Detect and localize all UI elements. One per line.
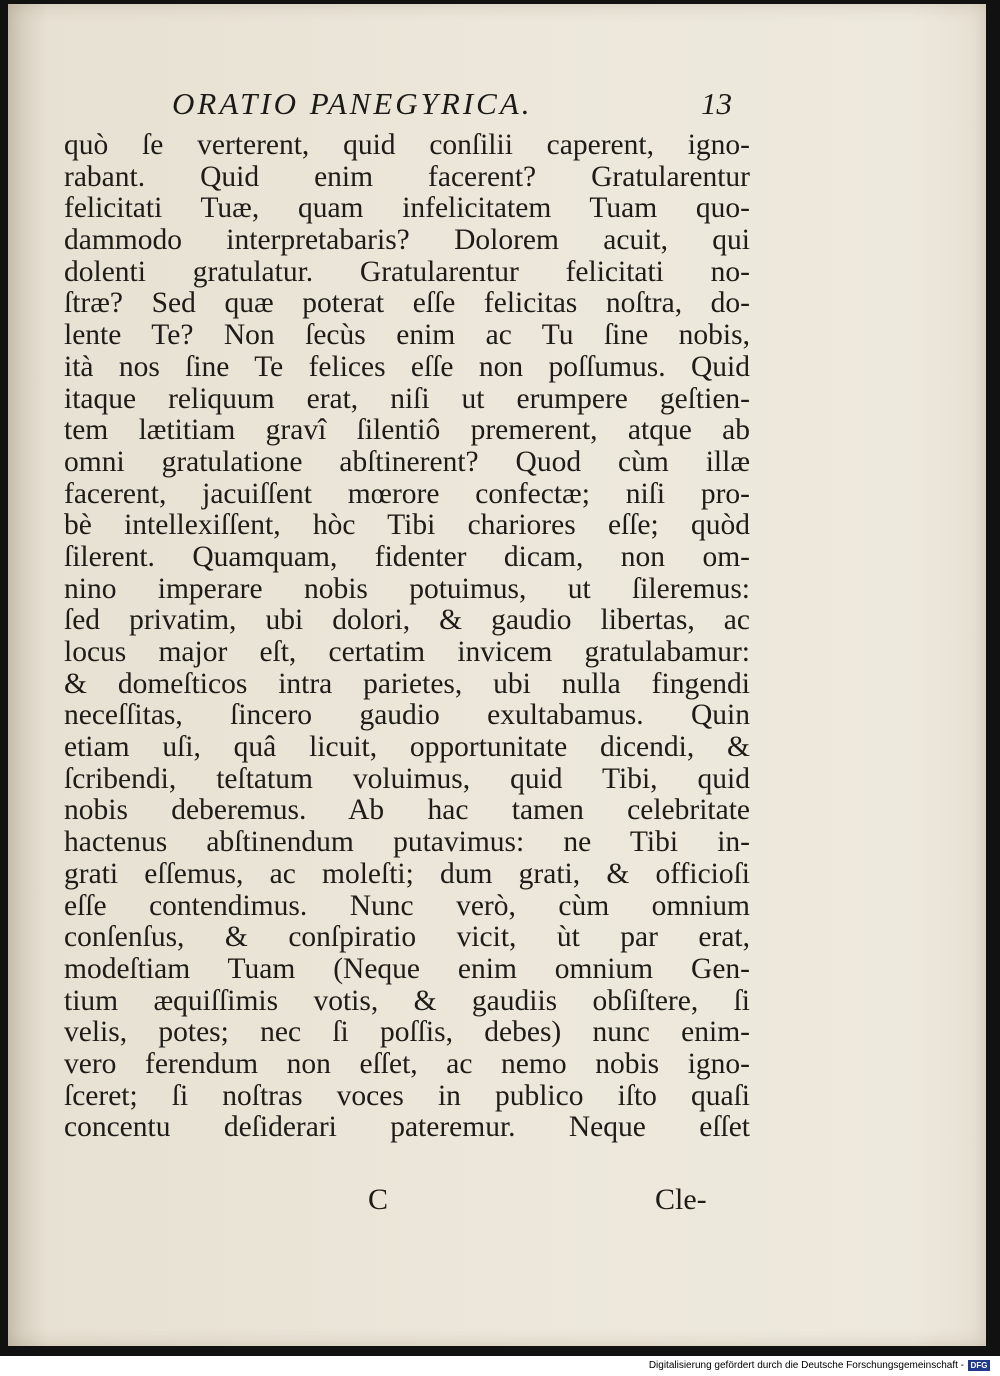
text-line: neceſſitas, ſincero gaudio exultabamus. Quin <box>64 699 750 732</box>
text-line: bè intellexiſſent, hòc Tibi chariores eſſe; quòd <box>64 509 750 542</box>
text-line: ſed privatim, ubi dolori, & gaudio libertas, ac <box>64 604 750 637</box>
text-line: vero ferendum non eſſet, ac nemo nobis igno- <box>64 1047 750 1080</box>
text-line: nobis deberemus. Ab hac tamen celebritate <box>64 794 750 827</box>
text-line: ſcribendi, teſtatum voluimus, quid Tibi, quid <box>64 762 750 795</box>
text-line: conſenſus, & conſpiratio vicit, ùt par erat, <box>64 921 750 954</box>
text-line: & domeſticos intra parietes, ubi nulla fingendi <box>64 667 750 700</box>
text-line: rabant. Quid enim facerent? Gratularentur <box>64 160 750 193</box>
text-line: concentu deſiderari pateremur. Neque eſſet <box>64 1111 750 1144</box>
text-line: etiam uſi, quâ licuit, opportunitate dicendi, & <box>64 731 750 764</box>
text-line: velis, potes; nec ſi poſſis, debes) nunc enim- <box>64 1016 750 1049</box>
text-line: ità nos ſine Te felices eſſe non poſſumus. Quid <box>64 350 750 383</box>
text-line: dammodo interpretabaris? Dolorem acuit, qui <box>64 224 750 257</box>
text-line: ſceret; ſi noſtras voces in publico iſto quaſi <box>64 1079 750 1112</box>
running-header <box>172 86 732 126</box>
text-line: quò ſe verterent, quid conſilii caperent, igno- <box>64 129 750 161</box>
text-line: itaque reliquum erat, niſi ut erumpere geſtien- <box>64 382 750 415</box>
text-line: tem lætitiam gravî ſilentiô premerent, atque ab <box>64 414 750 447</box>
text-line: hactenus abſtinendum putavimus: ne Tibi in- <box>64 826 750 859</box>
page-number: 13 <box>701 86 732 121</box>
text-line: facerent, jacuiſſent mœrore confectæ; niſi pro- <box>64 477 750 510</box>
text-line: ſtræ? Sed quæ poterat eſſe felicitas noſtra, do- <box>64 287 750 320</box>
text-line: locus major eſt, certatim invicem gratulabamur: <box>64 636 750 668</box>
body-text <box>64 130 750 1144</box>
text-line: grati eſſemus, ac moleſti; dum grati, & officioſi <box>64 857 750 890</box>
text-line: dolenti gratulatur. Gratularentur felicitati no- <box>64 255 750 288</box>
funding-credit: Digitalisierung gefördert durch die Deutsche Forschungsgemeinschaft - <box>648 1360 964 1371</box>
text-line: felicitati Tuæ, quam infelicitatem Tuam quo- <box>64 192 750 225</box>
text-line: eſſe contendimus. Nunc verò, cùm omnium <box>64 889 750 922</box>
running-title: ORATIO PANEGYRICA. <box>172 86 533 121</box>
signature-mark: C <box>368 1183 389 1216</box>
dfg-logo-icon: DFG <box>968 1360 990 1371</box>
text-line: lente Te? Non ſecùs enim ac Tu ſine nobis, <box>64 319 750 352</box>
text-line: tium æquiſſimis votis, & gaudiis obſiſtere, ſi <box>64 984 750 1017</box>
text-line: omni gratulatione abſtinerent? Quod cùm illæ <box>64 445 750 478</box>
text-line: nino imperare nobis potuimus, ut ſileremus: <box>64 572 750 605</box>
text-line: modeſtiam Tuam (Neque enim omnium Gen- <box>64 952 750 985</box>
digitization-footer <box>0 1356 1000 1376</box>
text-line: ſilerent. Quamquam, fidenter dicam, non om- <box>64 540 750 573</box>
catchword: Cle- <box>655 1183 707 1216</box>
